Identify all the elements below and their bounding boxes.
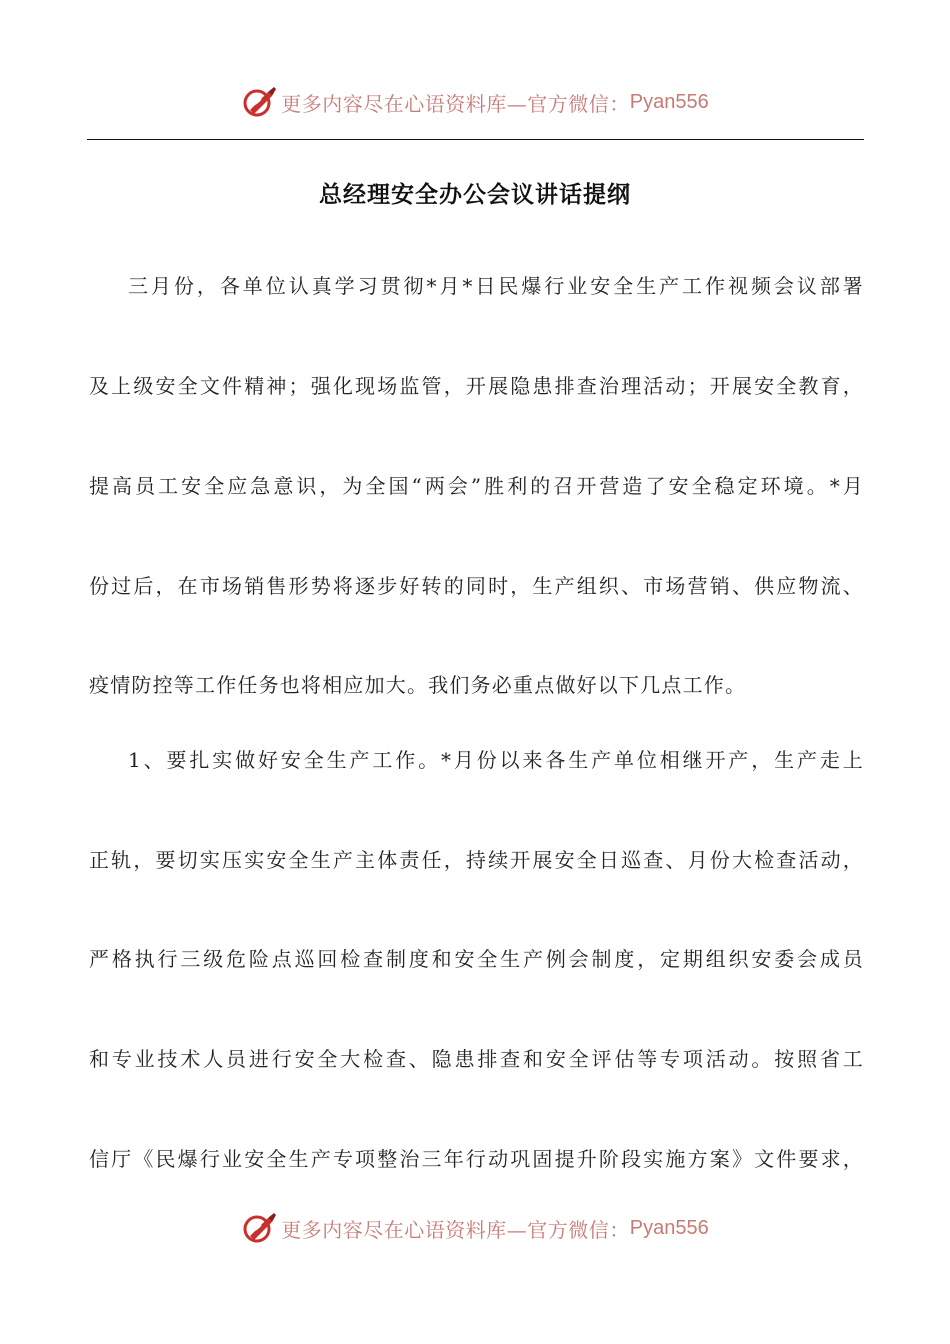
- pen-logo-icon: [241, 84, 277, 120]
- watermark-wechat: Pyan556: [629, 1216, 709, 1239]
- watermark-text: 更多内容尽在心语资料库—官方微信：: [281, 1217, 630, 1242]
- body-line: 1、要扎实做好安全生产工作。*月份以来各生产单位相继开产，生产走上: [128, 748, 864, 772]
- body-line: 三月份，各单位认真学习贯彻*月*日民爆行业安全生产工作视频会议部署: [128, 274, 864, 298]
- pen-logo-icon: [241, 1210, 277, 1246]
- footer-watermark: [0, 1208, 950, 1248]
- watermark-text: 更多内容尽在心语资料库—官方微信：: [281, 91, 630, 116]
- watermark-wechat: Pyan556: [629, 90, 709, 113]
- header-divider: [87, 139, 864, 140]
- body-line: 信厅《民爆行业安全生产专项整治三年行动巩固提升阶段实施方案》文件要求，: [89, 1147, 864, 1171]
- body-line: 及上级安全文件精神；强化现场监管，开展隐患排查治理活动；开展安全教育，: [89, 374, 864, 398]
- document-title: 总经理安全办公会议讲话提纲: [319, 182, 631, 208]
- body-line: 提高员工安全应急意识，为全国“两会”胜利的召开营造了安全稳定环境。*月: [89, 474, 864, 498]
- body-line: 正轨，要切实压实安全生产主体责任，持续开展安全日巡查、月份大检查活动，: [89, 848, 864, 872]
- body-line: 严格执行三级危险点巡回检查制度和安全生产例会制度，定期组织安委会成员: [89, 947, 864, 971]
- header-watermark: [0, 82, 950, 122]
- body-line: 份过后，在市场销售形势将逐步好转的同时，生产组织、市场营销、供应物流、: [89, 574, 864, 598]
- body-line: 和专业技术人员进行安全大检查、隐患排查和安全评估等专项活动。按照省工: [89, 1047, 864, 1071]
- body-line: 疫情防控等工作任务也将相应加大。我们务必重点做好以下几点工作。: [89, 673, 747, 697]
